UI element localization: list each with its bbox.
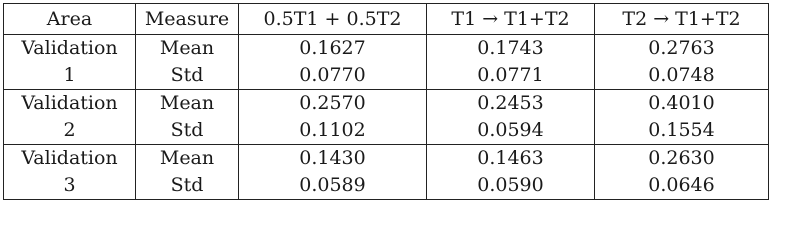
area-label: Validation bbox=[4, 145, 136, 173]
measure-cell: Mean bbox=[136, 35, 239, 63]
value-cell: 0.0590 bbox=[427, 172, 595, 200]
table-row bbox=[4, 62, 769, 90]
measure-cell: Std bbox=[136, 117, 239, 145]
value-cell: 0.1102 bbox=[239, 117, 427, 145]
value-cell: 0.0748 bbox=[595, 62, 769, 90]
area-label: Validation bbox=[4, 35, 136, 63]
header-t1-transfer: T1 → T1+T2 bbox=[427, 4, 595, 35]
value-cell: 0.0771 bbox=[427, 62, 595, 90]
table-row bbox=[4, 117, 769, 145]
value-cell: 0.1554 bbox=[595, 117, 769, 145]
measure-cell: Std bbox=[136, 62, 239, 90]
table-row bbox=[4, 90, 769, 118]
table-row bbox=[4, 145, 769, 173]
area-number: 3 bbox=[4, 172, 136, 200]
value-cell: 0.1430 bbox=[239, 145, 427, 173]
header-t2-transfer: T2 → T1+T2 bbox=[595, 4, 769, 35]
table-row bbox=[4, 172, 769, 200]
results-table bbox=[3, 3, 769, 200]
value-cell: 0.2453 bbox=[427, 90, 595, 118]
measure-cell: Std bbox=[136, 172, 239, 200]
table-row bbox=[4, 35, 769, 63]
area-number: 2 bbox=[4, 117, 136, 145]
area-label: Validation bbox=[4, 90, 136, 118]
value-cell: 0.0646 bbox=[595, 172, 769, 200]
header-mixed: 0.5T1 + 0.5T2 bbox=[239, 4, 427, 35]
header-measure: Measure bbox=[136, 4, 239, 35]
value-cell: 0.2570 bbox=[239, 90, 427, 118]
value-cell: 0.1743 bbox=[427, 35, 595, 63]
value-cell: 0.4010 bbox=[595, 90, 769, 118]
value-cell: 0.0589 bbox=[239, 172, 427, 200]
value-cell: 0.2763 bbox=[595, 35, 769, 63]
value-cell: 0.0770 bbox=[239, 62, 427, 90]
value-cell: 0.1463 bbox=[427, 145, 595, 173]
header-row bbox=[4, 4, 769, 35]
measure-cell: Mean bbox=[136, 90, 239, 118]
value-cell: 0.0594 bbox=[427, 117, 595, 145]
value-cell: 0.2630 bbox=[595, 145, 769, 173]
area-number: 1 bbox=[4, 62, 136, 90]
value-cell: 0.1627 bbox=[239, 35, 427, 63]
measure-cell: Mean bbox=[136, 145, 239, 173]
header-area: Area bbox=[4, 4, 136, 35]
